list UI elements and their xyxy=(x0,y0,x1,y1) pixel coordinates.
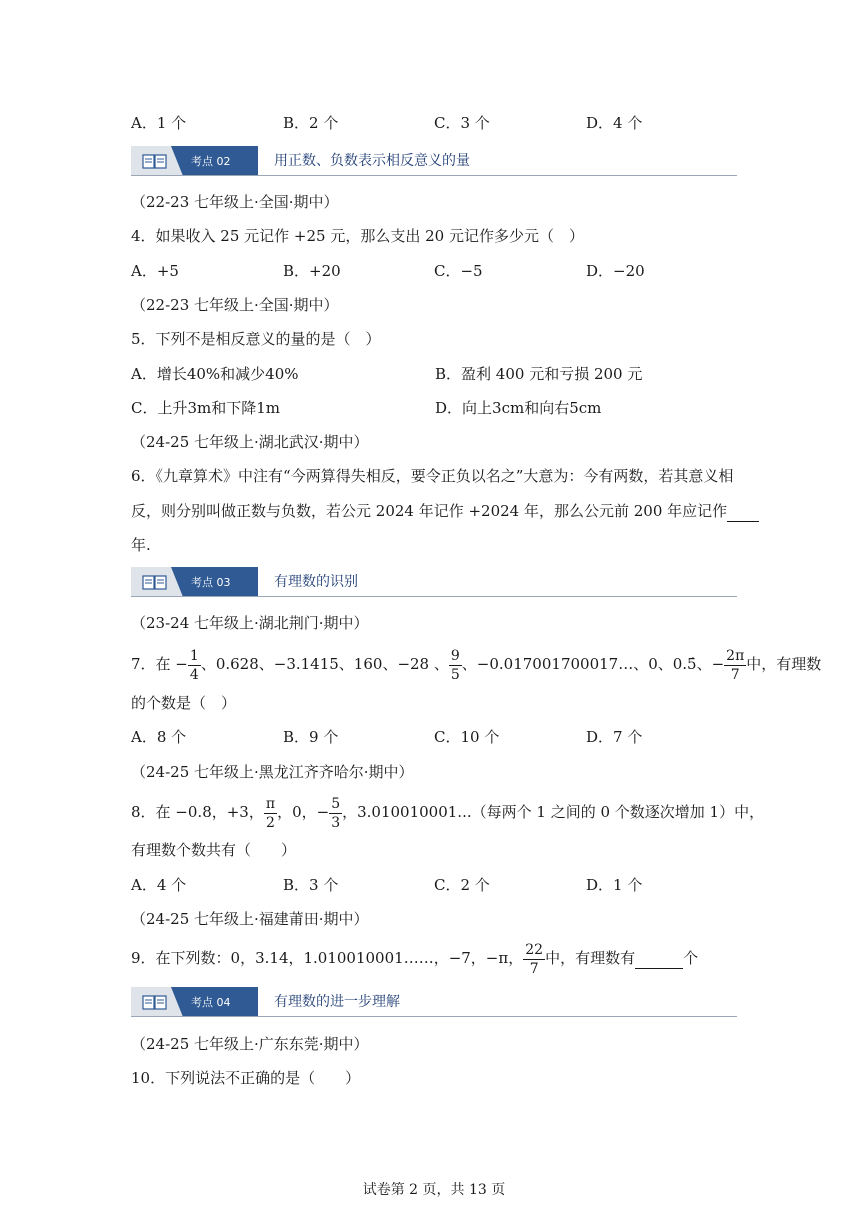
q5-option-c: C．上升3m和下降1m xyxy=(131,399,281,417)
q8-option-a: A．4 个 xyxy=(131,876,187,894)
fraction xyxy=(188,647,201,684)
q8-text: ，0，− xyxy=(277,803,330,821)
q7-source: （23-24 七年级上·湖北荆门·期中） xyxy=(131,614,369,632)
fraction xyxy=(329,795,342,832)
fraction xyxy=(264,795,277,832)
denominator: 7 xyxy=(730,666,740,683)
q3-option-c: C．3 个 xyxy=(434,114,490,132)
q4-option-c: C．−5 xyxy=(434,262,483,280)
q8-option-c: C．2 个 xyxy=(434,876,490,894)
section-tag: 考点 02 xyxy=(191,155,231,168)
section-tag: 考点 04 xyxy=(191,996,231,1009)
q5-option-b: B．盈利 400 元和亏损 200 元 xyxy=(435,365,643,383)
q4-stem: 4．如果收入 25 元记作 +25 元，那么支出 20 元记作多少元（ ） xyxy=(131,227,584,245)
section-divider xyxy=(131,596,737,597)
q5-option-d: D．向上3cm和向右5cm xyxy=(435,399,602,417)
q7-option-c: C．10 个 xyxy=(434,728,500,746)
section-title: 有理数的进一步理解 xyxy=(274,994,400,1010)
q4-option-a: A．+5 xyxy=(131,262,179,280)
section-divider xyxy=(131,175,737,176)
section-header-03 xyxy=(131,567,737,601)
numerator: π xyxy=(265,795,276,812)
q9-stem xyxy=(131,938,698,978)
q8-option-d: D．1 个 xyxy=(586,876,643,894)
denominator: 7 xyxy=(529,960,539,977)
fraction xyxy=(449,647,462,684)
section-title: 用正数、负数表示相反意义的量 xyxy=(274,153,470,169)
numerator: 5 xyxy=(331,795,341,812)
denominator: 5 xyxy=(450,666,460,683)
answer-blank[interactable] xyxy=(635,948,683,969)
book-icon xyxy=(143,576,166,589)
q9-text: 9．在下列数：0，3.14，1.010010001……，−7，−π， xyxy=(131,949,524,967)
q7-stem-line-2: 的个数是（ ） xyxy=(131,694,237,712)
q8-stem-line-2: 有理数个数共有（ ） xyxy=(131,841,297,859)
denominator: 4 xyxy=(189,666,199,683)
q4-option-d: D．−20 xyxy=(586,262,645,280)
numerator: 2π xyxy=(726,647,745,664)
q9-text: 个 xyxy=(683,949,699,967)
numerator: 9 xyxy=(450,647,460,664)
q5-option-a: A．增长40%和减少40% xyxy=(131,365,299,383)
q8-stem-line-1 xyxy=(131,792,764,832)
q6-line-1: 6．《九章算术》中注有“今两算得失相反，要令正负以名之”大意为：今有两数，若其意义相 xyxy=(131,467,734,485)
section-title: 有理数的识别 xyxy=(274,574,358,590)
denominator: 3 xyxy=(331,814,341,831)
answer-blank[interactable] xyxy=(727,501,759,522)
fraction xyxy=(523,941,545,978)
numerator: 1 xyxy=(189,647,199,664)
q9-text: 中，有理数有 xyxy=(545,949,636,967)
q7-text: 、−0.017001700017…、0、0.5̇、− xyxy=(461,655,725,673)
q9-source: （24-25 七年级上·福建莆田·期中） xyxy=(131,910,369,928)
q7-option-d: D．7 个 xyxy=(586,728,643,746)
q6-source: （24-25 七年级上·湖北武汉·期中） xyxy=(131,433,369,451)
numerator: 22 xyxy=(525,941,544,958)
section-header-02 xyxy=(131,146,737,180)
q10-source: （24-25 七年级上·广东东莞·期中） xyxy=(131,1035,369,1053)
q7-option-b: B．9 个 xyxy=(283,728,339,746)
q7-text: 、0.628、−3.1415、160、−28 、 xyxy=(200,655,449,673)
q6-line-2 xyxy=(131,501,759,522)
q4-option-b: B．+20 xyxy=(283,262,341,280)
fraction xyxy=(724,647,746,684)
q8-text: ，3.010010001...（每两个 1 之间的 0 个数逐次增加 1）中， xyxy=(342,803,765,821)
q8-option-b: B．3 个 xyxy=(283,876,339,894)
book-icon xyxy=(143,155,166,168)
section-header-04 xyxy=(131,987,737,1021)
book-icon xyxy=(143,996,166,1009)
q4-source: （22-23 七年级上·全国·期中） xyxy=(131,193,339,211)
q5-source: （22-23 七年级上·全国·期中） xyxy=(131,296,339,314)
q6-line-3: 年. xyxy=(131,536,151,554)
q6-line-2-text: 反，则分别叫做正数与负数，若公元 2024 年记作 +2024 年，那么公元前 200 年应记作 xyxy=(131,502,728,520)
section-tag: 考点 03 xyxy=(191,576,231,589)
page-footer: 试卷第 2 页，共 13 页 xyxy=(362,1182,506,1198)
q10-stem: 10．下列说法不正确的是（ ） xyxy=(131,1069,361,1087)
q5-stem: 5．下列不是相反意义的量的是（ ） xyxy=(131,330,381,348)
section-divider xyxy=(131,1016,737,1017)
q7-option-a: A．8 个 xyxy=(131,728,187,746)
q3-option-a: A．1 个 xyxy=(131,114,187,132)
denominator: 2 xyxy=(266,814,275,831)
q7-stem-line-1 xyxy=(131,644,821,684)
q3-option-d: D．4 个 xyxy=(586,114,643,132)
q3-option-b: B．2 个 xyxy=(283,114,339,132)
q8-source: （24-25 七年级上·黑龙江齐齐哈尔·期中） xyxy=(131,763,414,781)
q7-text: 7．在 − xyxy=(131,655,188,673)
q8-text: 8．在 −0.8，+3， xyxy=(131,803,264,821)
q7-text: 中，有理数 xyxy=(746,655,822,673)
